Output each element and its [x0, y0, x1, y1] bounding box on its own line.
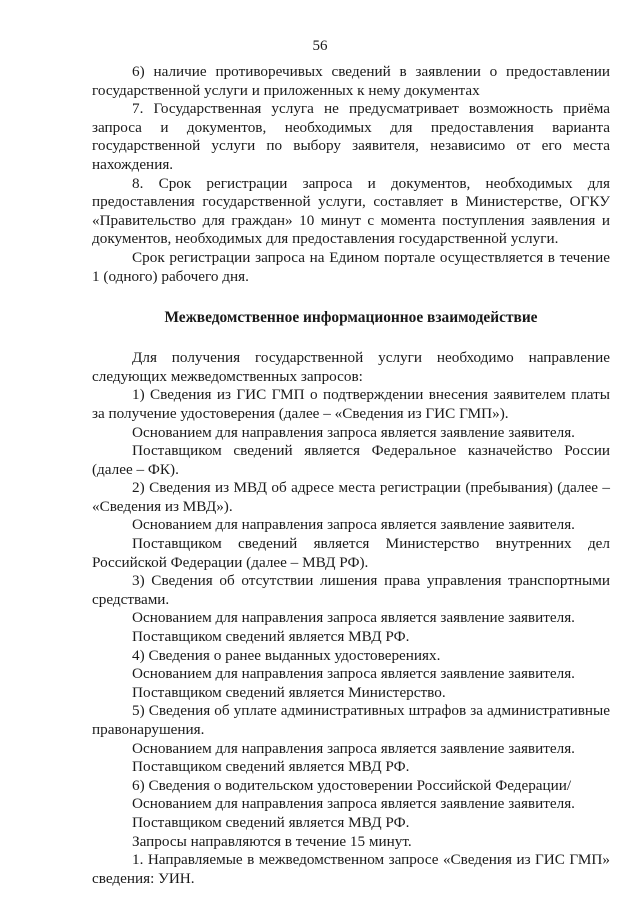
paragraph: Основанием для направления запроса является заявление заявителя.: [132, 665, 575, 683]
paragraph: Основанием для направления запроса является заявление заявителя.: [132, 516, 575, 534]
paragraph: Поставщиком сведений является Федеральное казначейство России (далее – ФК).: [92, 442, 610, 478]
paragraph: 7. Государственная услуга не предусматривает возможность приёма запроса и документов, необходимых для предоставления варианта государственной услуги по выбору заявителя, независимо от его места нахождения.: [92, 100, 610, 173]
paragraph: Поставщиком сведений является МВД РФ.: [132, 758, 410, 776]
document-body: [92, 63, 610, 888]
page-number: 56: [312, 38, 328, 54]
paragraph: Основанием для направления запроса является заявление заявителя.: [132, 609, 575, 627]
paragraph: Основанием для направления запроса является заявление заявителя.: [132, 795, 575, 813]
paragraph: Основанием для направления запроса является заявление заявителя.: [132, 739, 575, 757]
paragraph: Поставщиком сведений является МВД РФ.: [132, 813, 410, 831]
paragraph: Основанием для направления запроса является заявление заявителя.: [132, 423, 575, 441]
paragraph: 2) Сведения из МВД об адресе места регистрации (пребывания) (далее – «Сведения из МВД»).: [92, 479, 610, 515]
paragraph: Поставщиком сведений является Министерство.: [132, 683, 446, 701]
paragraph: Срок регистрации запроса на Едином портале осуществляется в течение 1 (одного) рабочего дня.: [92, 248, 610, 285]
paragraph: 3) Сведения об отсутствии лишения права управления транспортными средствами.: [92, 572, 610, 608]
paragraph: Запросы направляются в течение 15 минут.: [132, 832, 412, 850]
paragraph: 1) Сведения из ГИС ГМП о подтверждении внесения заявителем платы за получение удостоверения (далее – «Сведения из ГИС ГМП»).: [92, 386, 610, 422]
paragraph: Поставщиком сведений является Министерство внутренних дел Российской Федерации (далее – МВД РФ).: [92, 535, 610, 571]
section-title: Межведомственное информационное взаимодействие: [164, 309, 538, 327]
paragraph: 6) наличие противоречивых сведений в заявлении о предоставлении государственной услуги и приложенных к нему документах: [92, 63, 610, 99]
paragraph: 6) Сведения о водительском удостоверении Российской Федерации/: [132, 776, 572, 794]
paragraph: Поставщиком сведений является МВД РФ.: [132, 628, 410, 646]
paragraph: 5) Сведения об уплате административных штрафов за административные правонарушения.: [92, 702, 610, 738]
paragraph: 8. Срок регистрации запроса и документов, необходимых для предоставления государственной услуги, составляет в Министерстве, ОГКУ «Правительство для граждан» 10 минут с момента поступления заявления и документов, необходимых для предоставления государственной услуги.: [92, 174, 610, 248]
paragraph: Для получения государственной услуги необходимо направление следующих межведомственных запросов:: [92, 349, 610, 385]
paragraph: 4) Сведения о ранее выданных удостоверениях.: [132, 646, 441, 664]
paragraph: 1. Направляемые в межведомственном запросе «Сведения из ГИС ГМП» сведения: УИН.: [92, 851, 610, 887]
